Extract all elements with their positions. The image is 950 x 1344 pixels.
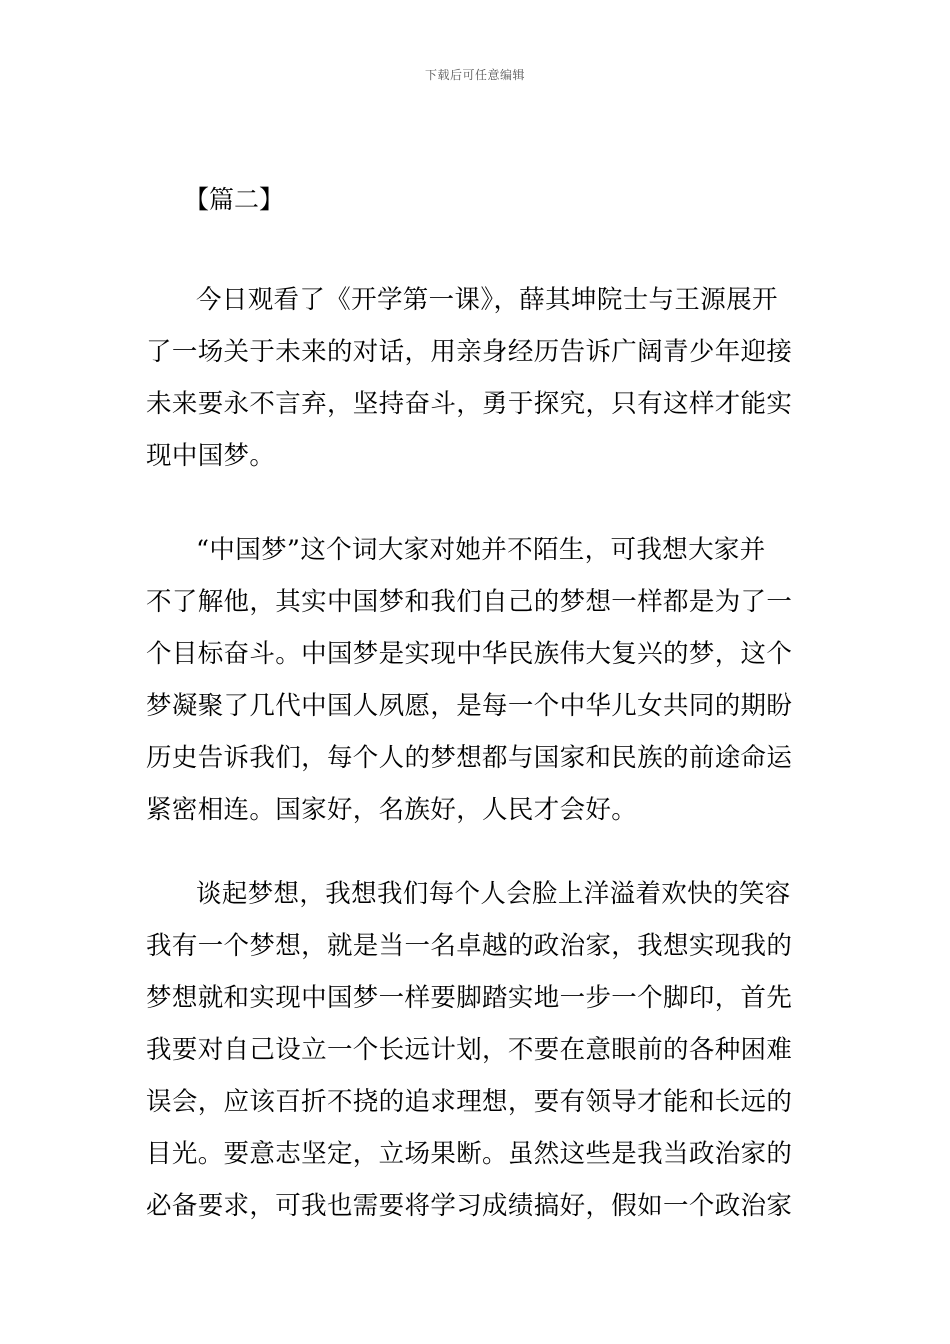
- paragraph-line: 历史告诉我们，每个人的梦想都与国家和民族的前途命运: [146, 743, 793, 773]
- page-header: 下载后可任意编辑: [424, 68, 525, 82]
- paragraph-line: 误会，应该百折不挠的追求理想，要有领导才能和长远的: [146, 1087, 793, 1117]
- paragraph-line: “中国梦”这个词大家对她并不陌生，可我想大家并: [196, 535, 766, 565]
- paragraph-line: 现中国梦。: [146, 441, 276, 471]
- paragraph-line: 梦凝聚了几代中国人夙愿，是每一个中华儿女共同的期盼: [146, 691, 793, 721]
- paragraph-3: [146, 868, 806, 1232]
- paragraph-line: 我有一个梦想，就是当一名卓越的政治家，我想实现我的: [146, 931, 793, 961]
- paragraph-line: 必备要求，可我也需要将学习成绩搞好，假如一个政治家: [146, 1191, 793, 1221]
- paragraph-line: 我要对自己设立一个长远计划，不要在意眼前的各种困难: [146, 1035, 793, 1065]
- paragraph-line: 个目标奋斗。中国梦是实现中华民族伟大复兴的梦，这个: [146, 639, 793, 669]
- paragraph-line: 不了解他，其实中国梦和我们自己的梦想一样都是为了一: [146, 587, 793, 617]
- paragraph-line: 谈起梦想，我想我们每个人会脸上洋溢着欢快的笑容: [196, 879, 791, 909]
- paragraph-1: [146, 274, 806, 482]
- section-title: 【篇二】: [184, 185, 285, 214]
- paragraph-line: 梦想就和实现中国梦一样要脚踏实地一步一个脚印，首先: [146, 983, 793, 1013]
- paragraph-line: 未来要永不言弃，坚持奋斗，勇于探究，只有这样才能实: [146, 389, 793, 419]
- paragraph-line: 紧密相连。国家好，名族好，人民才会好。: [146, 795, 638, 825]
- paragraph-2: [146, 524, 806, 836]
- paragraph-line: 今日观看了《开学第一课》，薛其坤院士与王源展开: [196, 285, 778, 315]
- paragraph-line: 了一场关于未来的对话，用亲身经历告诉广阔青少年迎接: [146, 337, 793, 367]
- paragraph-line: 目光。要意志坚定，立场果断。虽然这些是我当政治家的: [146, 1139, 793, 1169]
